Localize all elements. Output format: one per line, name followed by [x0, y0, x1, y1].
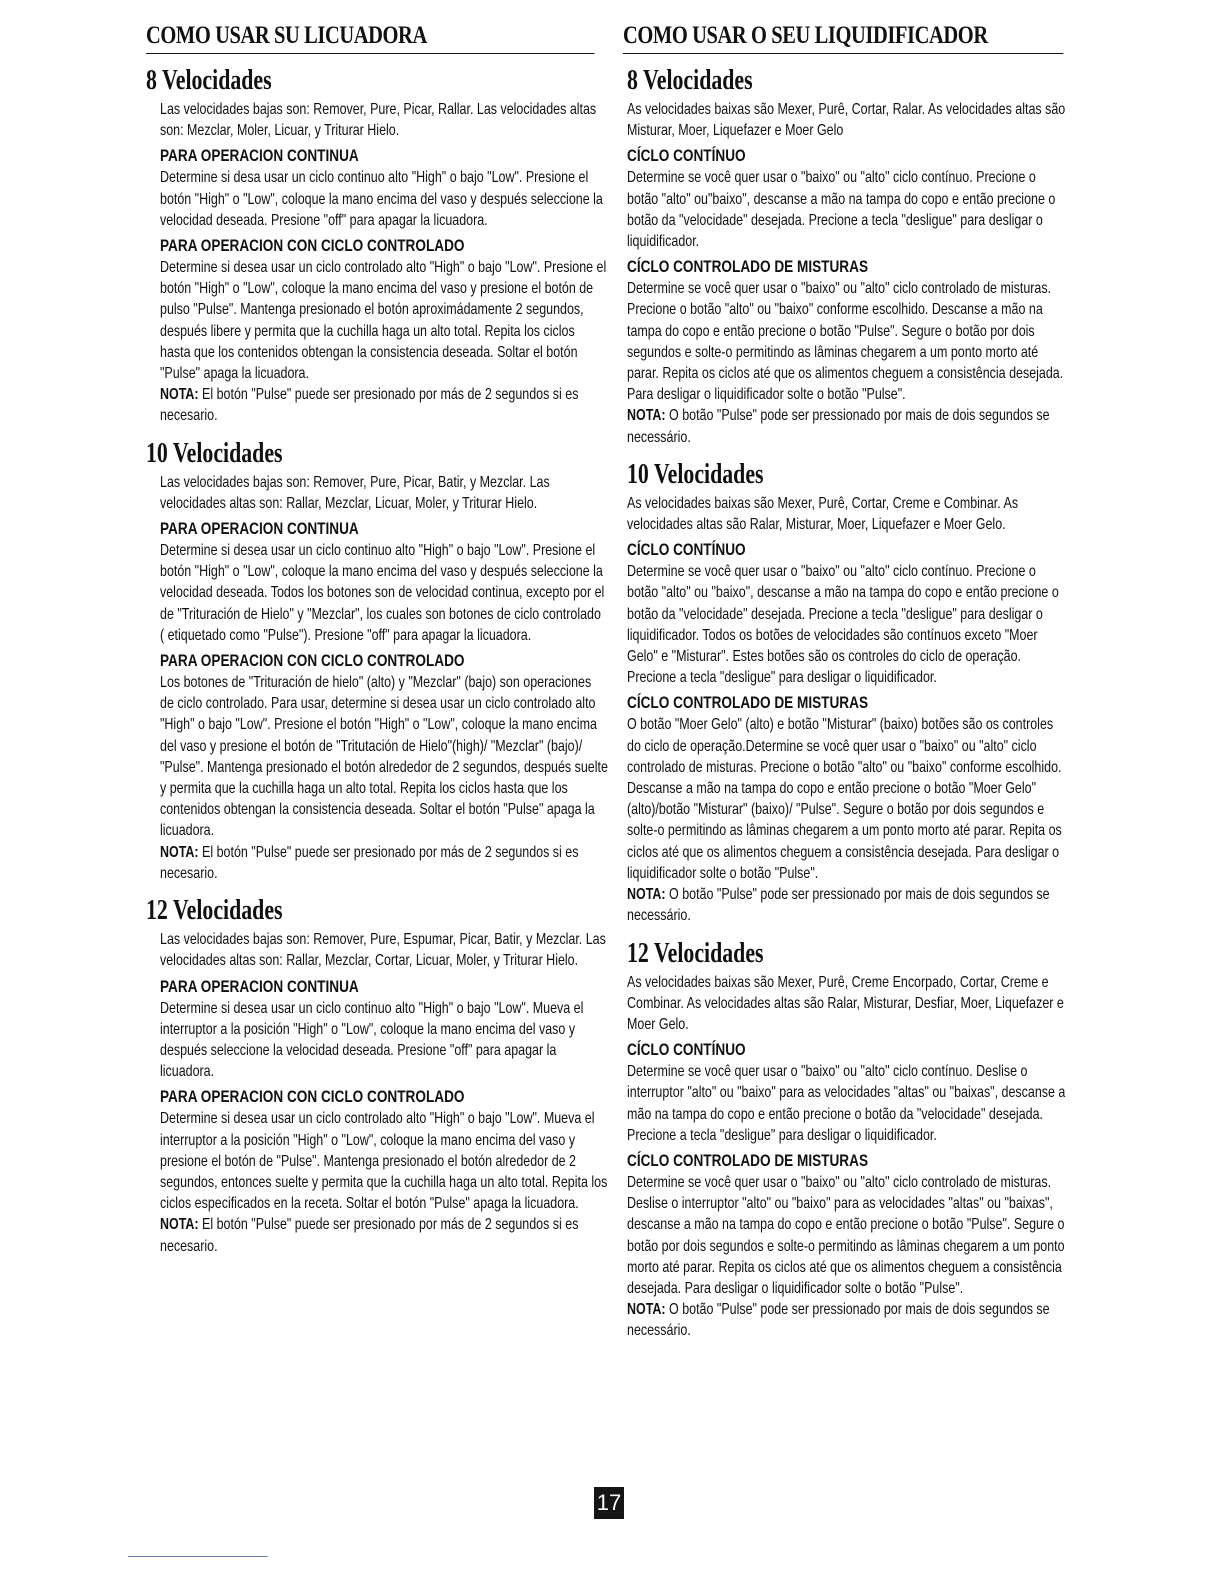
section-10-speeds	[146, 437, 608, 884]
note-text: El botón "Pulse" puede ser presionado por más de 2 segundos si es necesario.	[160, 843, 579, 882]
page-number: 17	[594, 1487, 624, 1519]
note	[627, 1299, 1067, 1341]
section-10-speeds	[627, 460, 1067, 927]
section-8-speeds	[146, 65, 608, 427]
paragraph: O botão "Moer Gelo" (alto) e botão "Misturar" (baixo) botões são os controles do ciclo de operação.Determine se você quer usar o "baixo" ou "alto" ciclo controlado de misturas. Precione o botão "alto" ou "baixo" conforme escolhido. Descanse a mão na tampa do copo e então precione o botão "Moer Gelo" (alto)/botão "Misturar" (baixo)/ "Pulse". Segure o botão por dois segundos e solte-o permitindo as lâminas chegarem a um ponto morto até parar. Repita os ciclos até que os alimentos cheguem a consistência desejada. Para desligar o liquidificador solte o botão "Pulse".	[627, 716, 1062, 882]
paragraph: Determine si desea usar un ciclo controlado alto "High" o bajo "Low". Mueva el interruptor a la posición "High" o "Low", coloque la mano encima del vaso y presione el botón de "Pulse". Mantenga presionado el botón alrededor de 2 segundos, entonces suelte y permita que la cuchilla haga un alto total. Repita los ciclos especificados en la receta. Soltar el botón "Pulse" apaga la licuadora.	[160, 1110, 608, 1213]
subheading: CÍCLO CONTÍNUO	[627, 540, 746, 560]
section-12-speeds	[627, 939, 1067, 1342]
paragraph: Los botones de "Trituración de hielo" (alto) y "Mezclar" (bajo) son operaciones de ciclo controlado. Para usar, determine si desea usar un ciclo controlado alto "High" o bajo "Low". Presione el botón "High" o "Low", coloque la mano encima del vaso y presione el botón de "Tritutación de Hielo"(high)/ "Mezclar" (bajo)/ "Pulse". Mantenga presionado el botón alrededor de 2 segundos, después suelte y permita que la cuchilla haga un alto total. Repita los ciclos hasta que los contenidos obtengan la consistencia deseada. Soltar el botón "Pulse" apaga la licuadora.	[160, 674, 608, 840]
paragraph: Determine si desea usar un ciclo continuo alto "High" o bajo "Low". Presione el botón "High" o "Low", coloque la mano encima del vaso y después seleccione la velocidad deseada. Todos los botones son de velocidad continua, excepto por el de "Trituración de Hielo" y "Mezclar", los cuales son botones de ciclo controlado ( etiquetado como "Pulse"). Presione "off" para apagar la licuadora.	[160, 542, 605, 644]
section-intro: As velocidades baixas são Mexer, Purê, Creme Encorpado, Cortar, Creme e Combinar. As velocidades altas são Ralar, Misturar, Desfiar, Moer, Liquefazer e Moer Gelo.	[627, 973, 1064, 1033]
note	[160, 1214, 608, 1256]
note-text: O botão "Pulse" pode ser pressionado por mais de dois segundos se necessário.	[627, 886, 1050, 925]
paragraph: Determine se você quer usar o "baixo" ou "alto" ciclo controlado de misturas. Precione o botão "alto" ou "baixo" conforme escolhido. Descanse a mão na tampa do copo e então precione o botão "Pulse". Segure o botão por dois segundos e solte-o permitindo as lâminas chegarem a um ponto morto até parar. Repita os ciclos até que os alimentos cheguem a consistência desejada. Para desligar o liquidificador solte o botão "Pulse".	[627, 280, 1064, 404]
note-label: NOTA:	[627, 407, 666, 425]
note-text: El botón "Pulse" puede ser presionado por más de 2 segundos si es necesario.	[160, 386, 579, 425]
note-text: El botón "Pulse" puede ser presionado por más de 2 segundos si es necesario.	[160, 1216, 579, 1255]
note-label: NOTA:	[627, 886, 666, 904]
column-title: COMO USAR O SEU LIQUIDIFICADOR	[623, 22, 1063, 54]
section-intro: As velocidades baixas são Mexer, Purê, Cortar, Ralar. As velocidades altas são Misturar, Moer, Liquefazer e Moer Gelo	[627, 101, 1066, 140]
subheading: CÍCLO CONTÍNUO	[627, 1040, 746, 1060]
section-intro: Las velocidades bajas son: Remover, Pure, Picar, Batir, y Mezclar. Las velocidades altas son: Rallar, Mezclar, Licuar, Moler, y Triturar Hielo.	[160, 473, 550, 512]
note	[160, 384, 608, 426]
note-text: O botão "Pulse" pode ser pressionado por mais de dois segundos se necessário.	[627, 1301, 1050, 1340]
subheading: CÍCLO CONTROLADO DE MISTURAS	[627, 1150, 869, 1170]
note	[627, 884, 1067, 926]
subheading: PARA OPERACION CON CICLO CONTROLADO	[160, 651, 465, 671]
section-intro: Las velocidades bajas son: Remover, Pure, Picar, Rallar. Las velocidades altas son: Mezclar, Moler, Licuar, y Triturar Hielo.	[160, 101, 597, 140]
paragraph: Determine se você quer usar o "baixo" ou "alto" ciclo controlado de misturas. Deslise o interruptor "alto" ou "baixo" para as velocidades "altas" ou "baixas", descanse a mão na tampa do copo e então precione o botão "Pulse". Segure o botão por dois segundos e solte-o permitindo as lâminas chegarem a um ponto morto até parar. Repita os ciclos até que os alimentos cheguem a consistência desejada. Para desligar o liquidificador solte o botão "Pulse".	[627, 1173, 1065, 1297]
subheading: PARA OPERACION CONTINUA	[160, 976, 359, 996]
note	[160, 842, 608, 884]
section-8-speeds	[627, 66, 1067, 448]
subheading: PARA OPERACION CONTINUA	[160, 519, 359, 539]
subheading: CÍCLO CONTROLADO DE MISTURAS	[627, 693, 869, 713]
note-label: NOTA:	[627, 1301, 666, 1319]
portuguese-column	[623, 22, 1067, 1342]
note-label: NOTA:	[160, 386, 199, 404]
paragraph: Determine se você quer usar o "baixo" ou "alto" ciclo contínuo. Precione o botão "alto" ou"baixo", descanse a mão na tampa do copo e então precione o botão da "velocidade" desejada. Precione a tecla "desligue" para desligar o liquidificador.	[627, 169, 1056, 251]
section-heading: 10 Velocidades	[146, 437, 283, 469]
note-text: O botão "Pulse" pode ser pressionado por mais de dois segundos se necessário.	[627, 407, 1050, 446]
subheading: PARA OPERACION CON CICLO CONTROLADO	[160, 1087, 465, 1107]
bottom-rule	[128, 1556, 268, 1557]
spanish-column	[146, 22, 608, 1257]
section-heading: 8 Velocidades	[146, 65, 272, 96]
section-heading: 8 Velocidades	[627, 65, 753, 96]
note-label: NOTA:	[160, 843, 199, 861]
paragraph: Determine si desa usar un ciclo continuo alto "High" o bajo "Low". Presione el botón "High" o "Low", coloque la mano encima del vaso y después seleccione la velocidad deseada. Presione "off" para apagar la licuadora.	[160, 169, 603, 229]
paragraph: Determine se você quer usar o "baixo" ou "alto" ciclo contínuo. Precione o botão "alto" ou "baixo", descanse a mão na tampa do copo e então precione o botão da "velocidade" desejada. Precione a tecla "desligue" para desligar o liquidificador. Todos os botões de velocidades são contínuos exceto "Moer Gelo" e "Misturar". Estes botões são os controles do ciclo de operação. Precione a tecla "desligue" para desligar o liquidificador.	[627, 563, 1059, 687]
section-heading: 10 Velocidades	[627, 458, 764, 490]
note-label: NOTA:	[160, 1216, 199, 1234]
section-intro: As velocidades baixas são Mexer, Purê, Cortar, Creme e Combinar. As velocidades altas são Ralar, Misturar, Moer, Liquefazer e Moer Gelo.	[627, 494, 1019, 534]
subheading: CÍCLO CONTÍNUO	[627, 146, 746, 166]
column-title: COMO USAR SU LICUADORA	[146, 22, 594, 54]
subheading: PARA OPERACION CON CICLO CONTROLADO	[160, 236, 465, 256]
section-intro: Las velocidades bajas son: Remover, Pure, Espumar, Picar, Batir, y Mezclar. Las velocidades altas son: Rallar, Mezclar, Cortar, Licuar, Moler, y Triturar Hielo.	[160, 931, 606, 970]
paragraph: Determine si desea usar un ciclo continuo alto "High" o bajo "Low". Mueva el interruptor a la posición "High" o "Low", coloque la mano encima del vaso y después seleccione la velocidad deseada. Presione "off" para apagar la licuadora.	[160, 999, 584, 1081]
subheading: PARA OPERACION CONTINUA	[160, 146, 359, 166]
section-heading: 12 Velocidades	[627, 937, 764, 969]
section-heading: 12 Velocidades	[146, 895, 283, 927]
paragraph: Determine se você quer usar o "baixo" ou "alto" ciclo contínuo. Deslise o interruptor "alto" ou "baixo" para as velocidades "altas" ou "baixas", descanse a mão na tampa do copo e então precione o botão da "velocidade" desejada. Precione a tecla "desligue" para desligar o liquidificador.	[627, 1063, 1066, 1144]
section-12-speeds	[146, 895, 608, 1257]
subheading: CÍCLO CONTROLADO DE MISTURAS	[627, 257, 869, 277]
paragraph: Determine si desea usar un ciclo controlado alto "High" o bajo "Low". Presione el botón "High" o "Low", coloque la mano encima del vaso y presione el botón de pulso "Pulse". Mantenga presionado el botón aproximádamente 2 segundos, después libere y permita que la cuchilla haga un alto total. Repita los ciclos hasta que los contenidos obtengan la consistencia deseada. Soltar el botón "Pulse" apaga la licuadora.	[160, 259, 607, 383]
note	[627, 405, 1067, 447]
